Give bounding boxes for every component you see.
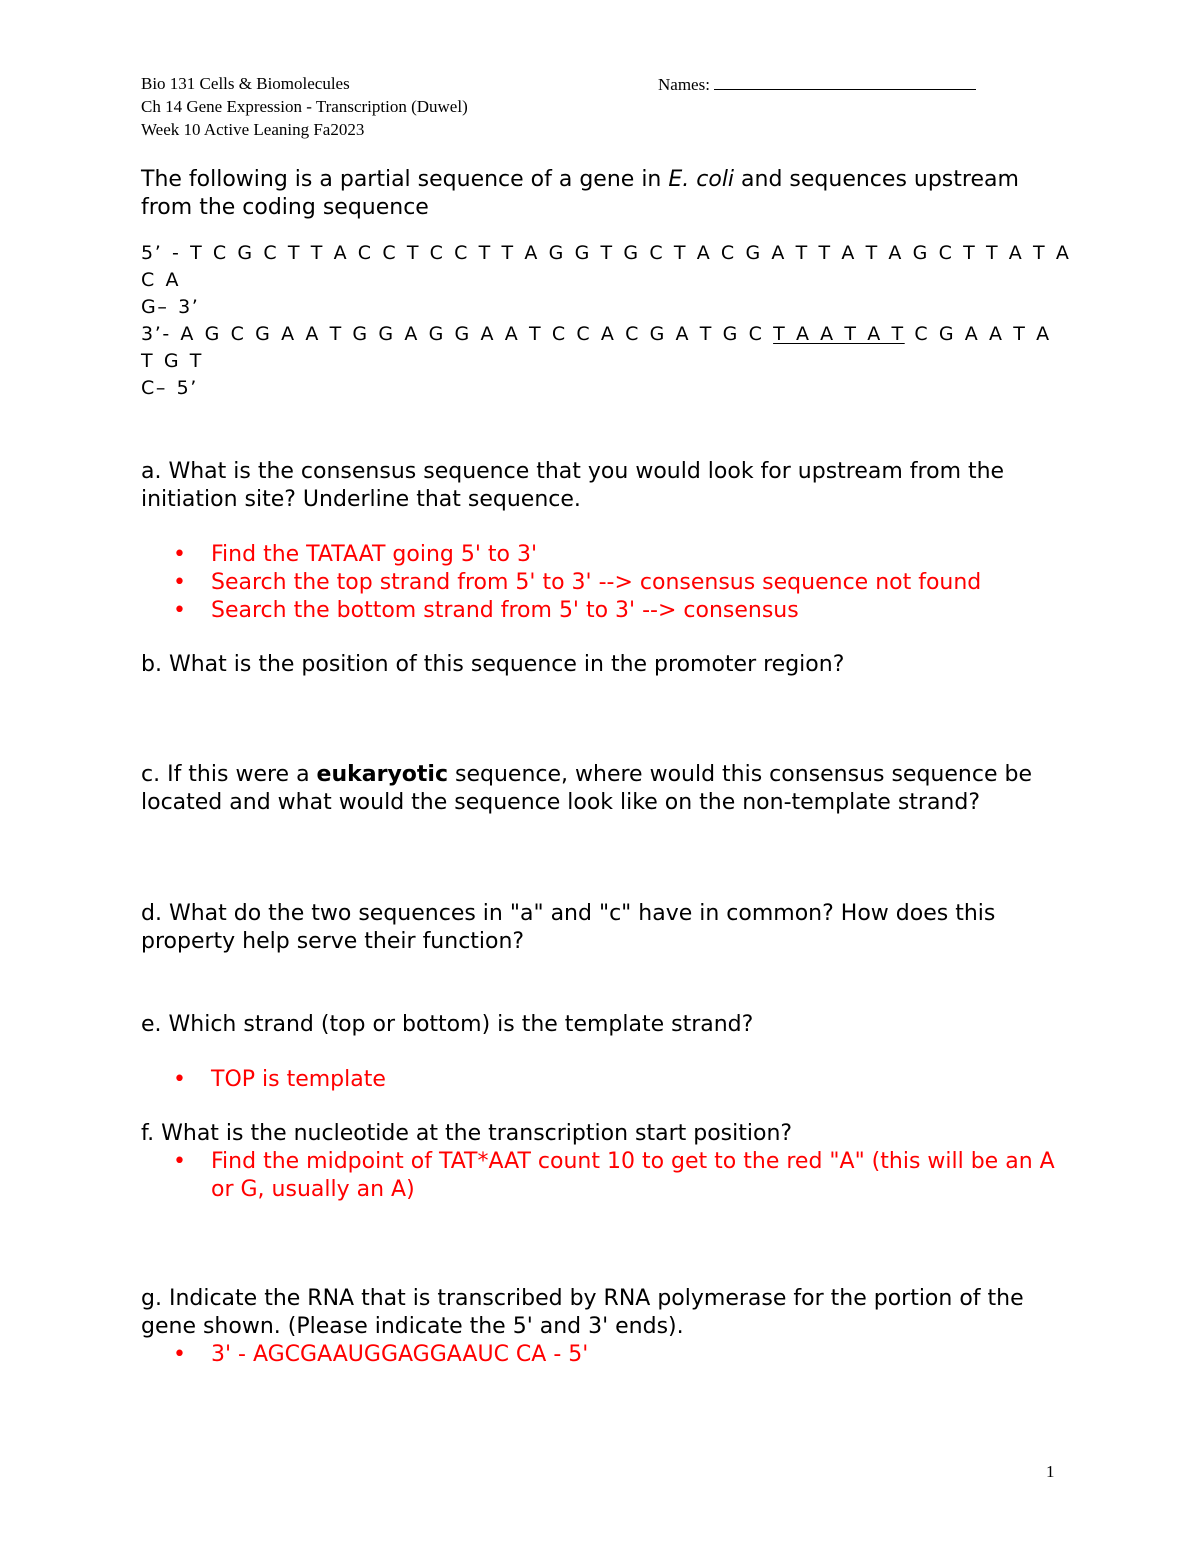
question-b: b. What is the position of this sequence in the promoter region? (141, 652, 845, 677)
top-strand-line1: 5’ - T C G C T T A C C T C C T T A G G T G C T A C G A T T A T A G C T T A T A C A (141, 242, 1071, 291)
course-title: Bio 131 Cells & Biomolecules (141, 74, 350, 93)
dna-sequence (141, 240, 1071, 402)
question-c-text-1: c. If this were a (141, 762, 317, 787)
question-d: d. What do the two sequences in "a" and "c" have in common? How does this property help serve their function? (141, 901, 996, 954)
worksheet-body (141, 166, 1071, 1369)
answer-list-a (141, 541, 1071, 625)
organism-name: E. coli (668, 167, 735, 192)
question-a: a. What is the consensus sequence that you would look for upstream from the initiation site? Underline that sequence. (141, 459, 1005, 512)
answer-list-g (141, 1341, 1071, 1369)
answer-list-f (141, 1148, 1071, 1204)
intro-paragraph (141, 166, 1071, 222)
week-label: Week 10 Active Leaning Fa2023 (141, 120, 365, 139)
question-g: g. Indicate the RNA that is transcribed by RNA polymerase for the portion of the gene shown. (Please indicate the 5' and 3' ends). (141, 1286, 1024, 1339)
names-label: Names: (658, 75, 710, 94)
names-blank-line[interactable] (714, 72, 976, 90)
answer-item: • Find the midpoint of TAT*AAT count 10 to get to the red "A" (this will be an A or G, usually an A) (141, 1148, 1071, 1204)
question-e: e. Which strand (top or bottom) is the template strand? (141, 1012, 754, 1037)
answer-item: • TOP is template (141, 1066, 1071, 1094)
question-c-text-2: sequence, where would this consensus sequence be located and what would the sequence look like on the non-template strand? (141, 762, 1032, 815)
top-strand-line2: G– 3’ (141, 296, 200, 318)
answer-list-e (141, 1066, 1071, 1094)
answer-item: • Find the TATAAT going 5' to 3' (141, 541, 1071, 569)
answer-item: • Search the bottom strand from 5' to 3' --> consensus (141, 597, 1071, 625)
answer-item: • 3' - AGCGAAUGGAGGAAUC CA - 5' (141, 1341, 1071, 1369)
bottom-strand-post: C G A A T A T G T (141, 323, 1051, 372)
bottom-strand-line1 (141, 321, 1071, 375)
page-number: 1 (1046, 1462, 1055, 1481)
intro-text-2: and sequences upstream from the coding sequence (141, 167, 1019, 220)
answer-item: • Search the top strand from 5' to 3' --> consensus sequence not found (141, 569, 1071, 597)
question-c (141, 761, 1071, 817)
question-f: f. What is the nucleotide at the transcription start position? (141, 1121, 793, 1146)
chapter-title: Ch 14 Gene Expression - Transcription (Duwel) (141, 97, 468, 116)
bottom-strand-pre: 3’- A G C G A A T G G A G G A A T C C A C G A T G C (141, 323, 774, 345)
underlined-consensus: T A A T A T (773, 323, 905, 345)
question-c-bold: eukaryotic (316, 762, 449, 787)
names-field (658, 72, 976, 96)
bottom-strand-line2: C– 5’ (141, 377, 198, 399)
intro-text-1: The following is a partial sequence of a gene in (141, 167, 669, 192)
